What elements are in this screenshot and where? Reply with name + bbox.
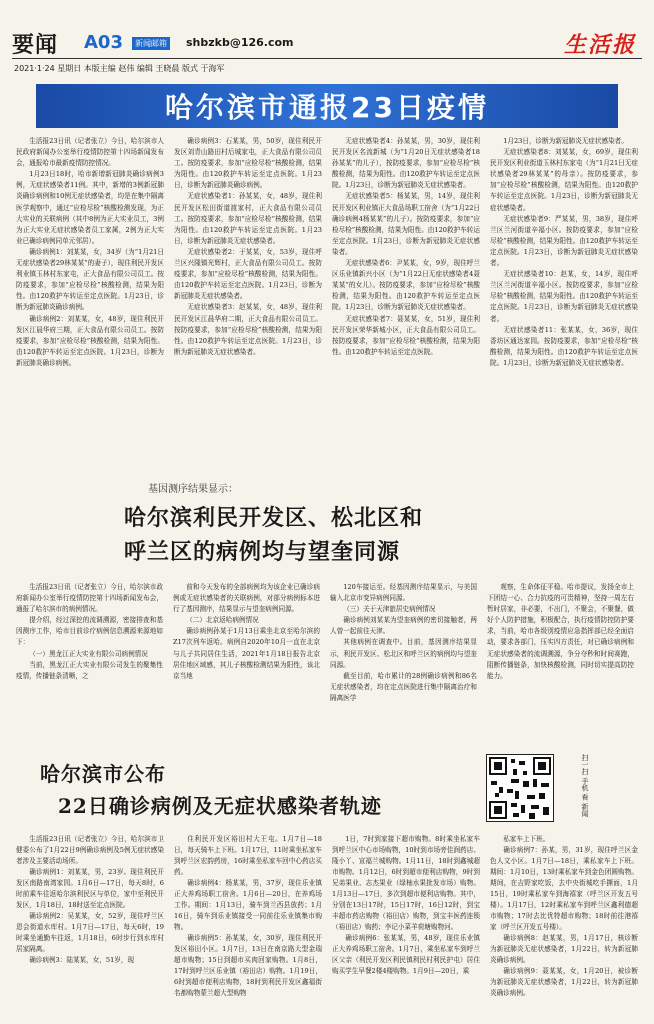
paragraph: 确诊病例3：石某某，男，50岁，现住利民开发区刘青山路田村后城家屯，正大食品有限公司员工。按防疫要求，参加“应检尽检”核酸检测，结果为阳性。由120救护车转运至定点医院。1月23日，诊断为新冠肺炎确诊病例。 [174, 137, 322, 190]
article2-title-line-1: 哈尔滨利民开发区、松北区和 [124, 506, 424, 531]
paragraph: 私家车上下班。 [503, 835, 550, 843]
qr-caption: 扫一扫 手机 看 新闻 [581, 754, 589, 817]
article1-column-3 [332, 136, 480, 466]
article1-column-4 [490, 136, 638, 466]
article1-headline-banner [36, 84, 618, 128]
paragraph: 确诊病例6：张某某，男，48岁，现住乐业镇正大养鸡场职工宿舍。1月7日，乘坐私家车到呼兰区父亲（利民开发区利民镇利民村利民护屯）居住购买学生早餐2楼4楼购物。1月9日—20日，乘 [332, 934, 480, 975]
paragraph: 确诊病例5：孙某某，女，30岁，现住利民开发区裕田小区。1月7日，13日在南京路大型金瑞超市购物；15日到超市买肉回家购物。1月8日，17时到呼兰区乐业镇（裕田店）购物。1月19日，6时到超市便利店购物，18时到利民开发区鑫福街名都购物蒙兰超大型购物 [174, 934, 322, 997]
article2-column-1 [16, 582, 163, 750]
paragraph: 其他病例在调查中。目前，基因测序结果显示，利民开发区、松北区和呼兰区的病例均与望奎同源。 [330, 638, 477, 669]
paragraph: 确诊病例2：吴某某，女，52岁，现住呼兰区恩会街道水库村。1月7日—17日，每天6时，19时乘坐通勤车往返，1月18日，6时步行到水库村居家隔离。 [16, 912, 164, 953]
article2-column-2 [173, 582, 320, 750]
paragraph: 无症状感染者3：赵某某，女，48岁，现住利民开发区江晨华府二期，正大食品有限公司员工。按防疫要求，参加“应检尽检”核酸检测，结果为阳性。由120救护车转运至定点医院。1月23日，诊断为新冠肺炎无症状感染者。 [174, 303, 322, 356]
newspaper-logo: 生活报 [563, 32, 636, 58]
article1-column-1 [16, 136, 164, 466]
paragraph: 无症状感染者8：刘某某，女，69岁，现住利民开发区利业街道玉林村东家屯（为“1月21日无症状感染者29林某某”的母亲）。按防疫要求，参加“应检尽检”核酸检测，结果为阳性。由120救护车转运至定点医院。1月23日，诊断为新冠肺炎无症状感染者。 [490, 148, 638, 212]
paragraph: 120车接运至。经基因测序结果显示，与美国输入北京市变异病例同源。 [330, 583, 477, 603]
paragraph: 无症状感染者10：赵某，女，14岁，现住呼兰区兰河街道辛福小区。按防疫要求，参加“应检尽检”核酸检测，结果为阳性。由120救护车转运至定点医院。1月23日，诊断为新冠肺炎无症状感染者。 [490, 270, 638, 323]
paragraph: 1月23日，诊断为新冠肺炎无症状感染者。 [503, 137, 628, 145]
paragraph: 无症状感染者11：张某某，女，36岁，现住香坊区通达家园。按防疫要求，参加“应检尽检”核酸检测，结果为阳性。由120救护车转运至定点医院。1月23日，诊断为新冠肺炎无症状感染者。 [490, 325, 638, 367]
article1-title: 哈尔滨市通报23日疫情 [165, 91, 489, 124]
paragraph: 确诊病例3：陆某某，女，51岁，现 [29, 956, 135, 964]
paragraph: 前和今天发布的全部病例均为该企业已确诊病例或无症状感染者的关联病例，对部分病例标本进行了基因测序，结果显示与望奎病例同源。 [173, 583, 320, 614]
paragraph: 生活报23日讯（记者张立）今日，哈尔滨市卫健委公布了1月22日9例确诊病例及5例无症状感染者涉及主要活动场所。 [16, 835, 164, 865]
paragraph: （三）关于天津旅居史病例情况 [343, 605, 436, 614]
paragraph: 当前，黑龙江正大实业有限公司发生的聚集性疫情，传播链条清晰，之 [16, 660, 163, 680]
article3-column-3 [332, 834, 480, 1018]
paragraph: （二）北京返哈病例情况 [186, 616, 259, 625]
paragraph: 截至目前，哈市累计的28例确诊病例和86名无症状感染者，均在定点医院进行集中隔离治疗和隔离医学 [330, 671, 477, 702]
paragraph: 生活报23日讯（记者张立）今日，哈尔滨市政府新闻办公室举行疫情防控第十四场新闻发布会，通报了哈尔滨市的病例情况。 [16, 583, 163, 614]
page-number: A03 [84, 32, 123, 53]
article2-column-4 [487, 582, 634, 750]
article2-title-line-2: 呼兰区的病例均与望奎同源 [124, 540, 401, 565]
paragraph: 1月23日18时，哈市新增新冠肺炎确诊病例3例，无症状感染者11例。其中，新增的3例新冠肺炎确诊病例和10例无症状感染者，均是在集中隔离医学观察中，通过“应检尽检”核酸检测发现，为正大实业的关联病例（其中8例为正大实业员工，3例为正大实业无症状感染者员工家属，2例为正大实业已确诊病例同单元邻居）。 [16, 170, 164, 245]
paragraph: 确诊病例刘某某为望奎病例的密切接触者，两人曾一起前往天津。 [330, 616, 477, 636]
article1-column-2 [174, 136, 322, 466]
qr-code-icon [487, 755, 553, 821]
article2-body [16, 582, 634, 750]
paragraph: 确诊病例4：杨某某，男，37岁，现住乐业镇正大养鸡场职工宿舍。1月6日—20日，在养鸡场工作。期间：1月13日，骑车到兰西县放药；1月16日，骑车到乐业镇接受一同前往乐业镇集市购物。 [174, 879, 322, 931]
qr-code[interactable] [486, 754, 554, 822]
paragraph: 无症状感染者6：尹某某，女，9岁，现住呼兰区乐业镇新兴小区（为“1月22日无症状感染者4聂某某”的女儿）。按防疫要求，参加“应检尽检”核酸检测，结果为阳性。由120救护车转运至定点医院。1月23日，诊断为新冠肺炎无症状感染者。 [332, 259, 480, 312]
paragraph: 生活报23日讯（记者张立）今日，哈尔滨市人民政府新闻办公室举行疫情防控第十四场新闻发布会，通报哈市最新疫情防控情况。 [16, 137, 164, 168]
paragraph: 确诊病例2：刘某某，女，48岁，现住利民开发区江晨华府三期，正大食品有限公司员工。按防疫要求，参加“应检尽检”核酸检测，结果为阳性。由120救护车转运至定点医院。1月23日，诊断为新冠肺炎确诊病例。 [16, 314, 164, 367]
section-name: 要闻 [12, 33, 59, 58]
paragraph: 确诊病例8：赵某某，男，1月17日，核诊断为新冠肺炎无症状感染者，1月22日，转为新冠肺炎确诊病例。 [490, 934, 638, 964]
paragraph: 无症状感染者9：严某某，男，38岁，现住呼兰区兰河街道辛福小区。按防疫要求，参加“应检尽检”核酸检测，结果为阳性。由120救护车转运至定点医院。1月23日，诊断为新冠肺炎无症状感染者。 [490, 214, 638, 268]
contact-email[interactable]: shbzkb@126.com [186, 36, 294, 49]
issue-meta: 2021·1·24 星期日 本版主编 赵伟 编辑 王晓晨 版式 于海军 [14, 64, 225, 73]
article3-body [16, 834, 638, 1018]
article2-kicker: 基因测序结果显示： [148, 484, 238, 495]
paragraph: 无症状感染者2：于某某，女，53岁，现住呼兰区兴隆镇光辉村，正大食品有限公司员工。按防疫要求，参加“应检尽检”核酸检测，结果为阳性。由120救护车转运至定点医院。1月23日，诊断为新冠肺炎无症状感染者。 [174, 247, 322, 301]
paragraph: 确诊病例9：聂某某，女，1月20日，被诊断为新冠肺炎无症状感染者，1月22日，转为新冠肺炎确诊病例。 [490, 967, 638, 997]
paragraph: 确诊病例1：刘某某，男，23岁。现住利民开发区南路南湾家园。1月6日—17日，每天8时，6时前乘车往返哈尔滨利民区与单位，家中至利民开发区，1月18日，18时送至定点医院。 [16, 868, 164, 909]
paragraph: 无症状感染者5：杨某某，男，14岁，现住利民开发区利业镇正大食品场职工宿舍（为“1月22日确诊病例4杨某某”的儿子）。按防疫要求，参加“应检尽检”核酸检测，结果为阳性。由120救护车转运至定点医院。1月23日，诊断为新冠肺炎无症状感染者。 [332, 192, 480, 256]
paragraph: 住利民开发区裕田村大王屯。1月7日—18日，每天骑车上下班。1月17日，11时乘坐私家车到呼兰区宏韵药房，16时乘坐私家车回中心药店买药。 [174, 835, 322, 876]
article3-title-line-2: 22日确诊病例及无症状感染者轨迹 [58, 794, 382, 818]
paragraph: 确诊病例1：刘某某，女，34岁（为“1月21日无症状感染者29林某某”的妻子），现住利民开发区利业镇玉林村东家屯，正大食品有限公司员工。按防疫要求，参加“应检尽检”核酸检测，结果为阳性。由120救护车转运至定点医院。1月23日，诊断为新冠肺炎确诊病例。 [16, 247, 164, 312]
paragraph: 确诊病例孙某于1月13日乘坐北京至哈尔滨的Z17次列车返哈。病例自2020年10月一直在北京与儿子共同居住生活，2021年1月18日报告北京居住地区域感，其儿子核酸检测结果为阳性，该北京当地 [173, 627, 320, 680]
paragraph: 无症状感染者1：孙某某，女，48岁，现住利民开发区松田街道渡家村，正大食品有限公司员工。按防疫要求，参加“应检尽检”核酸检测，结果为阳性。由120救护车转运至定点医院。1月23日，诊断为新冠肺炎无症状感染者。 [174, 192, 322, 245]
paragraph: 提介绍，经过深挖的流调溯源，密接排查和基因测序工作，哈市目前诊疗病例信息溯源来源地如下： [16, 616, 163, 647]
article3-title-line-1: 哈尔滨市公布 [40, 762, 166, 786]
paragraph: 观察，生命体征平稳。哈市提议，发扬全市上下团结一心、合力抗疫的可贵精神，坚持一周左右暂时居家，非必要，不出门，不聚会，不聚餐，做好个人防护措施，积极配合，执行疫情防控防护要求，当前，哈市各级别疫情应急指挥部已经全面启动，要求各部门，压实四方责任，对已确诊病例和无症状感染者的流调溯源，争分夺秒和时间赛跑，阻断传播链条，加快核酸检测，同时切实提高防控能力。 [487, 583, 634, 680]
paragraph: （一）黑龙江正大实业有限公司病例情况 [29, 649, 148, 658]
paragraph: 无症状感染者7：聂某某，女，51岁，现住利民开发区荣华新城小区，正大食品有限公司员工。按防疫要求，参加“应检尽检”核酸检测，结果为阳性。由120救护车转运至定点医院。 [332, 314, 480, 356]
article3-column-2 [174, 834, 322, 1018]
article3-column-1 [16, 834, 164, 1018]
article3-column-4 [490, 834, 638, 1018]
email-tag: 新闻邮箱 [132, 37, 170, 50]
article2-title [124, 502, 423, 570]
paragraph: 确诊病例7：孙某，男，31岁，现住呼兰区金色人文小区。1月7日—18日，乘私家车上下班。期间：1月10日，13时乘私家车到金色团圆购物。期间，在吉野家吃饭，去中央街城吃手撕面，1月15日，19时乘私家车到海禧家（呼兰区开发五号楼）。1月17日，12时乘私家车到呼兰区鑫利德超市购物；17时去比优特超市购物；18时前往港禧家（呼兰区开发五号楼）。 [490, 846, 638, 931]
paragraph: 1日，7时到家接下超市购物。8时乘坐私家车到呼兰区中心市场购物，10时到市场旁佳润药店、隆小丫、宣福兰城购物。1月11日，18时到鑫城超市购物。1月12日，6时到超市便利店购物，9时到兄弟果业、志杰果业（绿柚水果批发市场）购物。1月13日—17日，多次到超市便利店购物。其中，分别在13日17时，15日17时，16日12时，到宝丰超市药店购物（裕田店）购物，到宝丰医药连锁（裕田店）购药；李记小菜羊荷塘购物河。 [332, 835, 480, 931]
article1-body [16, 136, 638, 466]
header-rule [12, 58, 642, 59]
paragraph: 无症状感染者4：孙某某，男，30岁，现住利民开发区名流新城（为“1月20日无症状感染者18孙某某”的儿子），按防疫要求，参加“应检尽检”核酸检测，结果为阳性。由120救护车转运至定点医院。1月23日，诊断为新冠肺炎无症状感染者。 [332, 137, 480, 190]
article2-column-3 [330, 582, 477, 750]
page-header [0, 0, 654, 78]
